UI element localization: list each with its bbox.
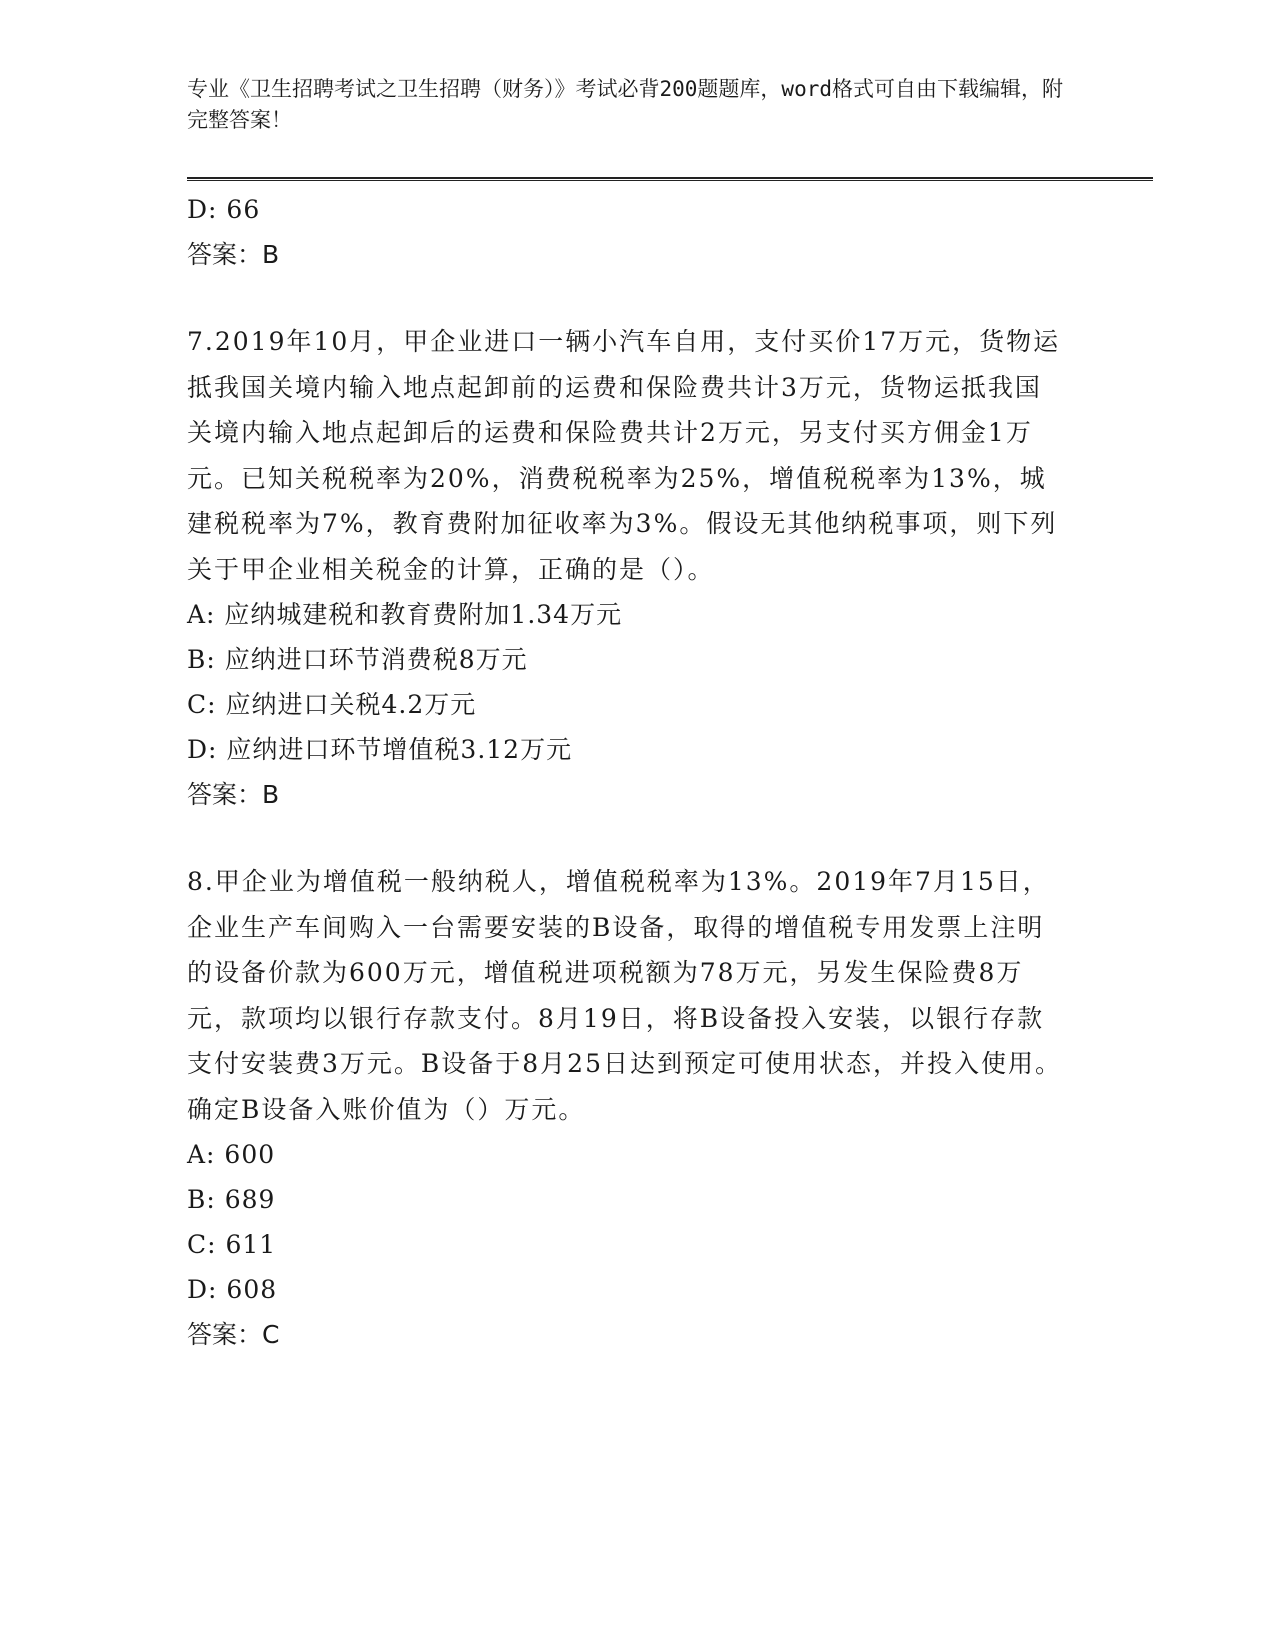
- option-c: C: 611: [187, 1230, 277, 1259]
- question-stem: 7.2019年10月，甲企业进口一辆小汽车自用，支付买价17万元，货物运抵我国关境内输入地点起卸前的运费和保险费共计3万元，货物运抵我国关境内输入地点起卸后的运费和保险费共计2万元，另支付买方佣金1万元。已知关税税率为20%，消费税税率为25%，增值税税率为13%，城建税税率为7%，教育费附加征收率为3%。假设无其他纳税事项，则下列关于甲企业相关税金的计算，正确的是（）。: [187, 327, 1061, 584]
- option-d: D: 应纳进口环节增值税3.12万元: [187, 735, 573, 764]
- option-d: D: 608: [187, 1275, 278, 1304]
- option-c: C: 应纳进口关税4.2万元: [187, 690, 477, 719]
- option-a: A: 600: [187, 1140, 276, 1169]
- question-8: [187, 859, 1067, 1357]
- answer: 答案：B: [187, 780, 280, 809]
- option-b: B: 应纳进口环节消费税8万元: [187, 645, 528, 674]
- option-a: A: 应纳城建税和教育费附加1.34万元: [187, 600, 623, 629]
- option-b: B: 689: [187, 1185, 276, 1214]
- option-d-previous: D: 66: [187, 195, 261, 224]
- document-header: 专业《卫生招聘考试之卫生招聘（财务）》考试必背200题题库，word格式可自由下载编辑，附完整答案！: [187, 77, 1063, 132]
- spacer: [187, 277, 1067, 319]
- document-body: [187, 187, 1067, 1357]
- answer-previous: 答案：B: [187, 240, 280, 269]
- answer: 答案：C: [187, 1320, 280, 1349]
- spacer: [187, 817, 1067, 859]
- question-7: [187, 319, 1067, 817]
- header-divider: [187, 177, 1153, 181]
- question-stem: 8.甲企业为增值税一般纳税人，增值税税率为13%。2019年7月15日，企业生产车间购入一台需要安装的B设备，取得的增值税专用发票上注明的设备价款为600万元，增值税进项税额为78万元，另发生保险费8万元，款项均以银行存款支付。8月19日，将B设备投入安装，以银行存款支付安装费3万元。B设备于8月25日达到预定可使用状态，并投入使用。确定B设备入账价值为（）万元。: [187, 867, 1062, 1124]
